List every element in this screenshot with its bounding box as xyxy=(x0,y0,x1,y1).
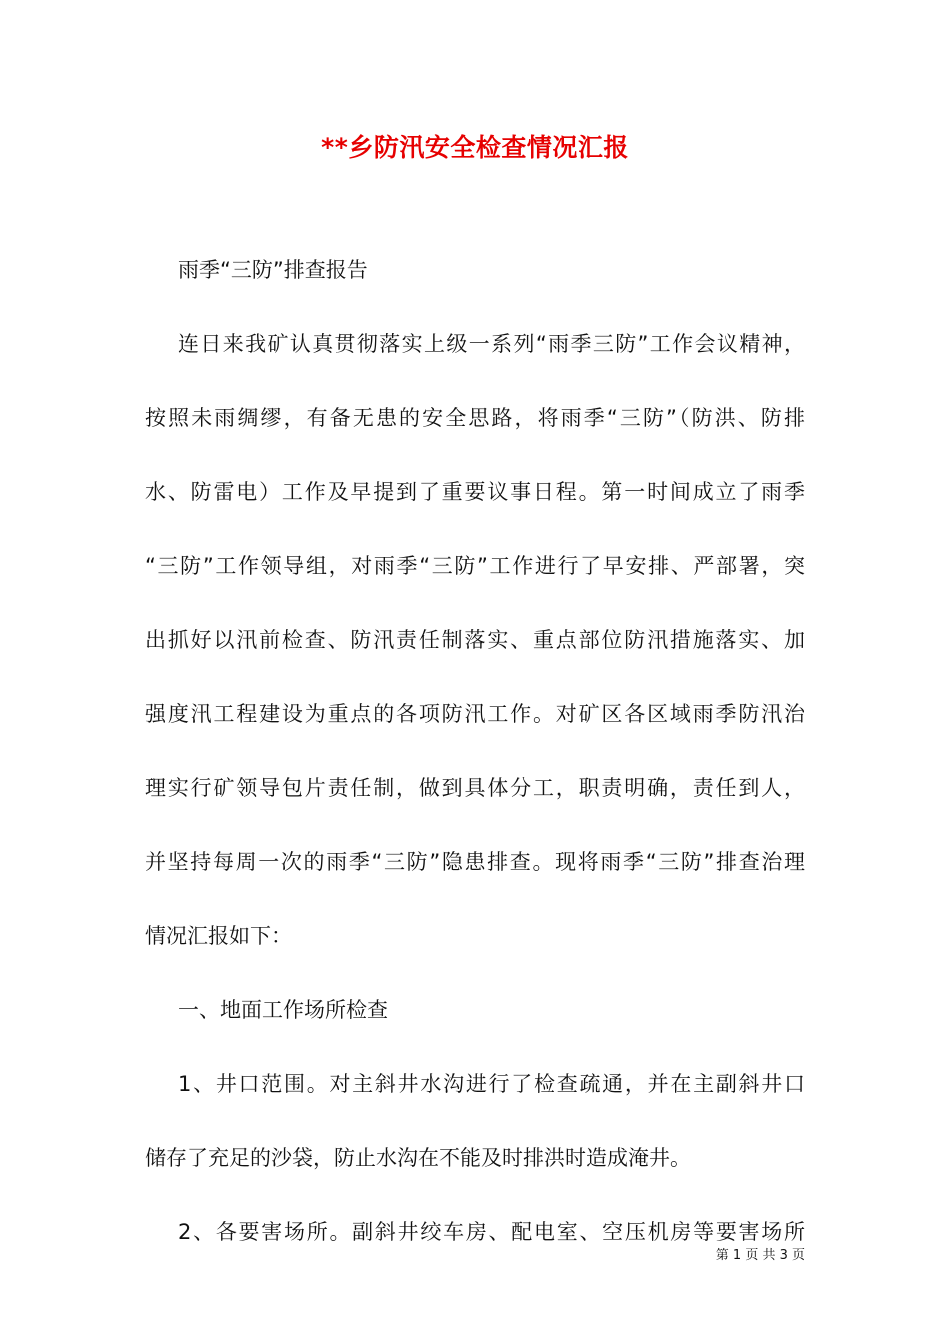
paragraph-line: “三防”工作领导组，对雨季“三防”工作进行了早安排、严部署，突 xyxy=(145,554,805,578)
paragraph-line: 强度汛工程建设为重点的各项防汛工作。对矿区各区域雨季防汛治 xyxy=(145,702,805,726)
section-heading: 一、地面工作场所检查 xyxy=(178,998,388,1022)
paragraph-line: 理实行矿领导包片责任制，做到具体分工，职责明确，责任到人， xyxy=(145,776,805,800)
paragraph-line: 2、各要害场所。副斜井绞车房、配电室、空压机房等要害场所 xyxy=(178,1220,805,1244)
page-number: 第 1 页 共 3 页 xyxy=(715,1248,805,1263)
paragraph-line: 按照未雨绸缪，有备无患的安全思路，将雨季“三防”（防洪、防排 xyxy=(145,406,805,430)
paragraph-line: 情况汇报如下： xyxy=(145,924,292,948)
paragraph-line: 水、防雷电）工作及早提到了重要议事日程。第一时间成立了雨季 xyxy=(145,480,805,504)
document-body xyxy=(145,243,805,1279)
document-title: **乡防汛安全检查情况汇报 xyxy=(321,133,629,162)
paragraph-line: 出抓好以汛前检查、防汛责任制落实、重点部位防汛措施落实、加 xyxy=(145,628,805,652)
paragraph-line: 1、井口范围。对主斜井水沟进行了检查疏通，并在主副斜井口 xyxy=(178,1072,805,1096)
section-heading: 雨季“三防”排查报告 xyxy=(178,258,368,282)
paragraph-line: 储存了充足的沙袋，防止水沟在不能及时排洪时造成淹井。 xyxy=(145,1146,691,1170)
paragraph-line: 连日来我矿认真贯彻落实上级一系列“雨季三防”工作会议精神， xyxy=(178,332,805,356)
paragraph-line: 并坚持每周一次的雨季“三防”隐患排查。现将雨季“三防”排查治理 xyxy=(145,850,805,874)
